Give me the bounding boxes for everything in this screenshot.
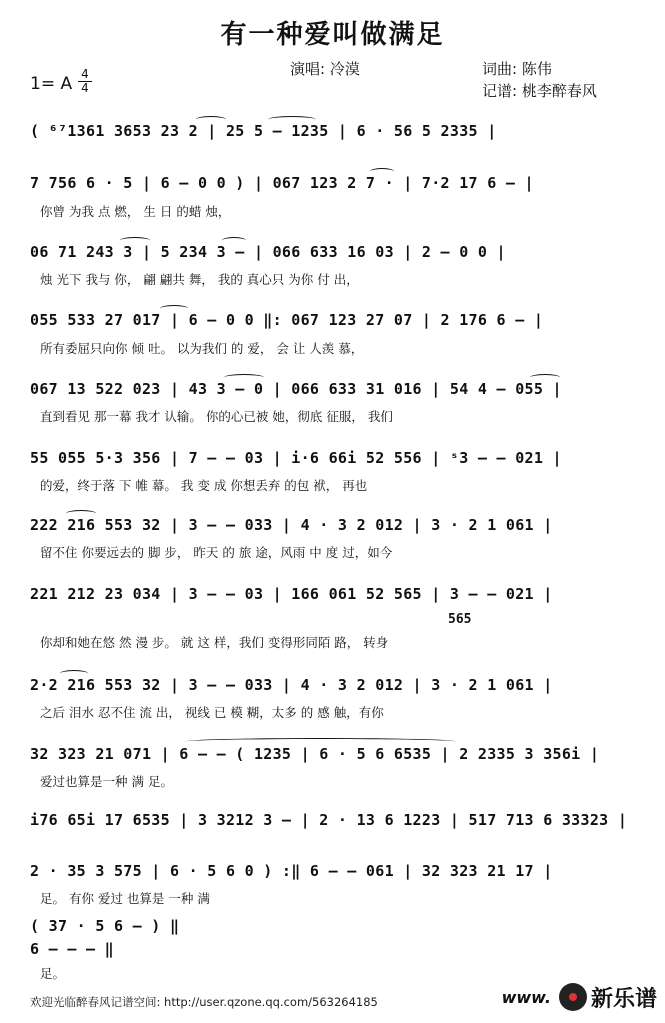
notation-row-9: 2·2 216 553 32 | 3 – – 033 | 4 · 3 2 012 | 3 · 2 1 061 | [30, 676, 553, 694]
notation-row-1: ( ⁶⁷1361 3653 23 2 | 25 5 – 1235 | 6 · 56 5 2335 | [30, 122, 497, 140]
notation-row-4: 055 533 27 017 | 6 – 0 0 ‖: 067 123 27 07 | 2 176 6 – | [30, 311, 544, 329]
site-logo [502, 980, 657, 1014]
slur-mark [268, 116, 316, 123]
notation-row-7: 222 216 553 32 | 3 – – 033 | 4 · 3 2 012 | 3 · 2 1 061 | [30, 516, 553, 534]
notation-row-10: 32 323 21 071 | 6 – – ( 1235 | 6 · 5 6 6535 | 2 2335 3 356i | [30, 745, 600, 763]
transcriber-credit: 记谱: 桃李醉春风 [482, 82, 597, 100]
lyric-row-14: 足。 [40, 966, 66, 981]
time-signature [78, 68, 92, 95]
footer-link-text: 欢迎光临醉春风记谱空间: http://user.qzone.qq.com/563264185 [30, 995, 378, 1009]
slur-mark [186, 738, 456, 745]
slur-mark [160, 305, 188, 312]
record-disc-icon [559, 983, 587, 1011]
composer-credit: 词曲: 陈伟 [482, 60, 552, 78]
slur-mark [60, 670, 88, 677]
lyric-row-12: 足。 有你 爱过 也算是 一种 满 [40, 891, 210, 906]
notation-row-14: 6 – – – ‖ [30, 940, 114, 958]
notation-row-6: 55 055 5·3 356 | 7 – – 03 | i·6 66i 52 556 | ˢ3 – – 021 | [30, 449, 562, 467]
notation-row-2: 7 756 6 · 5 | 6 – 0 0 ) | 067 123 2 7 · | 7·2 17 6 – | [30, 174, 534, 192]
notation-row-13: ( 37 · 5 6 – ) ‖ [30, 917, 180, 935]
key-signature: 1= A [30, 74, 73, 94]
time-signature-bottom: 4 [81, 81, 89, 95]
lyric-row-6: 的爱，终于落 下 帷 幕。 我 变 成 你想丢弃 的包 袱， 再也 [40, 478, 368, 493]
notation-row-5: 067 13 522 023 | 43 3 – 0 | 066 633 31 016 | 54 4 – 055 | [30, 380, 562, 398]
lyric-row-2: 你曾 为我 点 燃， 生 日 的蜡 烛， [40, 204, 231, 219]
logo-www: www. [501, 987, 551, 1007]
slur-mark [196, 116, 226, 123]
lyric-row-3: 烛 光下 我与 你， 翩 翩共 舞， 我的 真心只 为你 付 出， [40, 272, 359, 287]
time-signature-top: 4 [78, 68, 92, 82]
extra-notes-565: 565 [448, 612, 472, 627]
slur-mark [66, 510, 96, 517]
lyric-row-7: 留不住 你要远去的 脚 步， 昨天 的 旅 途，风雨 中 度 过，如今 [40, 545, 393, 560]
slur-mark [120, 237, 150, 244]
lyric-row-5: 直到看见 那一幕 我才 认输。 你的心已被 她，彻底 征服， 我们 [40, 409, 393, 424]
lyric-row-8: 你却和她在悠 然 漫 步。 就 这 样，我们 变得形同陌 路， 转身 [40, 635, 389, 650]
song-title: 有一种爱叫做满足 [220, 20, 445, 50]
slur-mark [370, 168, 394, 175]
logo-brand: 新乐谱 [590, 986, 657, 1012]
lyric-row-10: 爱过也算是一种 满 足。 [40, 774, 173, 789]
lyric-row-4: 所有委屈只向你 倾 吐。 以为我们 的 爱， 会 让 人羡 慕， [40, 341, 364, 356]
notation-row-8: 221 212 23 034 | 3 – – 03 | 166 061 52 565 | 3 – – 021 | [30, 585, 553, 603]
lyric-row-9: 之后 泪水 忍不住 流 出， 视线 已 模 糊，太多 的 感 触，有你 [40, 705, 384, 720]
singer-credit: 演唱: 冷漠 [290, 60, 360, 78]
notation-row-3: 06 71 243 3 | 5 234 3 – | 066 633 16 03 | 2 – 0 0 | [30, 243, 506, 261]
notation-row-12: 2 · 35 3 575 | 6 · 5 6 0 ) :‖ 6 – – 061 | 32 323 21 17 | [30, 862, 553, 880]
slur-mark [224, 374, 264, 381]
slur-mark [222, 237, 246, 244]
notation-row-11: i76 65i 17 6535 | 3 3212 3 – | 2 · 13 6 1223 | 517 713 6 33323 | [30, 811, 628, 829]
slur-mark [530, 374, 560, 381]
